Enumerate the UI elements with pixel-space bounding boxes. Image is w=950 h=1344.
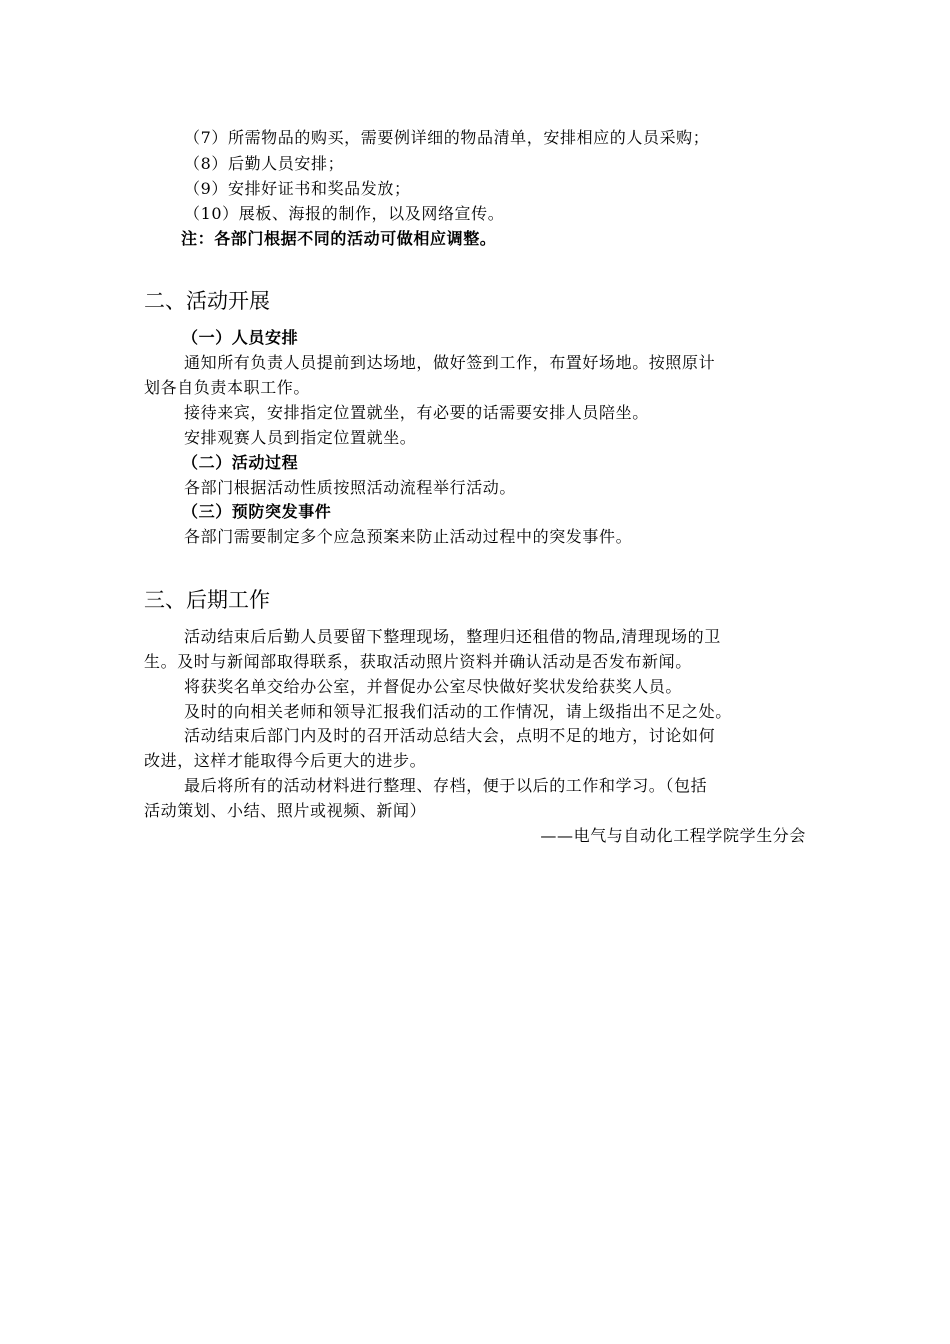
list-item-9: （9）安排好证书和奖品发放；	[184, 179, 411, 198]
paragraph-line: 活动结束后后勤人员要留下整理现场，整理归还租借的物品,清理现场的卫	[184, 627, 721, 646]
list-item-10: （10）展板、海报的制作，以及网络宣传。	[184, 204, 505, 223]
paragraph-line: 活动策划、小结、照片或视频、新闻）	[144, 801, 427, 820]
signature: ——电气与自动化工程学院学生分会	[540, 826, 806, 845]
subheading-staffing: （一）人员安排	[182, 328, 299, 347]
paragraph-line: 各部门需要制定多个应急预案来防止活动过程中的突发事件。	[184, 527, 633, 546]
list-item-7: （7）所需物品的购买，需要例详细的物品清单，安排相应的人员采购；	[184, 128, 710, 147]
paragraph-line: 通知所有负责人员提前到达场地，做好签到工作，布置好场地。按照原计	[184, 353, 716, 372]
list-item-8: （8）后勤人员安排；	[184, 154, 345, 173]
paragraph-line: 最后将所有的活动材料进行整理、存档，便于以后的工作和学习。（包括	[184, 776, 708, 795]
section-heading-activity-execution: 二、活动开展	[144, 289, 270, 313]
paragraph-line: 改进，这样才能取得今后更大的进步。	[144, 751, 427, 770]
paragraph-line: 接待来宾，安排指定位置就坐，有必要的话需要安排人员陪坐。	[184, 403, 649, 422]
paragraph-line: 及时的向相关老师和领导汇报我们活动的工作情况，请上级指出不足之处。	[184, 702, 732, 721]
paragraph-line: 安排观赛人员到指定位置就坐。	[184, 428, 417, 447]
section-heading-follow-up-work: 三、后期工作	[144, 588, 270, 612]
subheading-activity-process: （二）活动过程	[182, 453, 299, 472]
adjustment-note: 注：各部门根据不同的活动可做相应调整。	[181, 229, 497, 248]
paragraph-line: 生。及时与新闻部取得联系，获取活动照片资料并确认活动是否发布新闻。	[144, 652, 692, 671]
paragraph-line: 划各自负责本职工作。	[144, 378, 311, 397]
paragraph-line: 活动结束后部门内及时的召开活动总结大会，点明不足的地方，讨论如何	[184, 726, 716, 745]
paragraph-line: 将获奖名单交给办公室，并督促办公室尽快做好奖状发给获奖人员。	[184, 677, 683, 696]
subheading-emergency-prevention: （三）预防突发事件	[182, 502, 332, 521]
paragraph-line: 各部门根据活动性质按照活动流程举行活动。	[184, 478, 517, 497]
